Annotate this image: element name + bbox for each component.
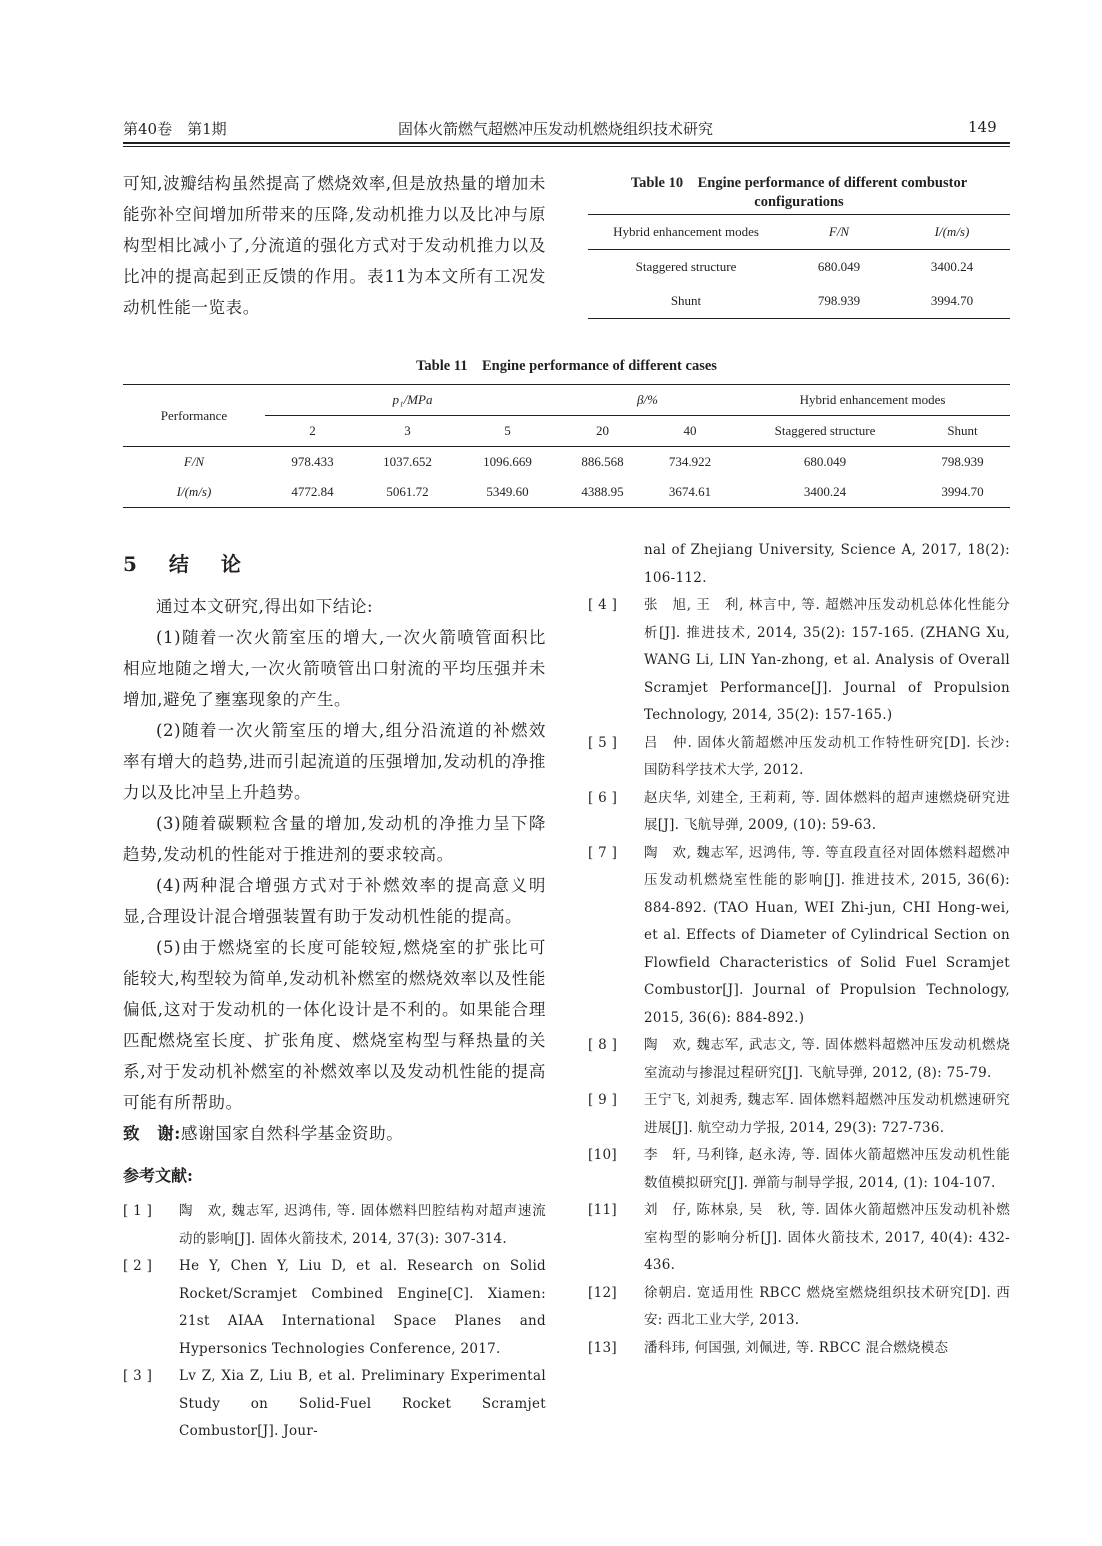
table11-subheader: 20 — [596, 423, 609, 438]
reference-item — [588, 730, 1010, 785]
reference-number: [ 8 ] — [588, 1037, 618, 1053]
reference-text: 张 旭, 王 利, 林言中, 等. 超燃冲压发动机总体化性能分析[J]. 推进技术, 2014, 35(2): 157-165. (ZHANG Xu, WANG Li, LIN Yan-zhong, et al. Analysis of Overall Scramjet Performance[J]. Journal of Propulsion Technology, 2014, 35(2): 157-165.) — [644, 597, 1010, 723]
reference-item — [588, 1280, 1010, 1335]
reference-continuation — [588, 537, 1010, 592]
table-cell: 1037.652 — [383, 454, 432, 469]
reference-text: 吕 仲. 固体火箭超燃冲压发动机工作特性研究[D]. 长沙: 国防科学技术大学, 2012. — [644, 734, 1010, 778]
reference-text: 刘 仔, 陈林泉, 吴 秋, 等. 固体火箭超燃冲压发动机补燃室构型的影响分析[J]. 固体火箭技术, 2017, 40(4): 432-436. — [644, 1202, 1010, 1273]
reference-item — [588, 592, 1010, 730]
reference-number: [13] — [588, 1339, 617, 1356]
table-cell: 5349.60 — [486, 484, 529, 499]
table-cell: 734.922 — [668, 454, 712, 469]
reference-number: [ 9 ] — [588, 1092, 618, 1108]
reference-number: [ 2 ] — [123, 1258, 153, 1274]
reference-item — [588, 785, 1010, 840]
reference-number: [12] — [588, 1284, 617, 1301]
table11-group-beta: β/% — [560, 385, 735, 416]
section-heading: 5 结 论 — [123, 552, 247, 576]
table11-subheader: 5 — [504, 423, 511, 438]
page-number: 149 — [968, 118, 997, 136]
conclusion-paragraph: (2)随着一次火箭室压的增大,组分沿流道的补燃效率有增大的趋势,进而引起流道的压强增加,发动机的净推力以及比冲呈上升趋势。 — [123, 721, 546, 802]
table11-subheader: 3 — [404, 423, 411, 438]
reference-text: 陶 欢, 魏志军, 武志文, 等. 固体燃料超燃冲压发动机燃烧室流动与掺混过程研究[J]. 飞航导弹, 2012, (8): 75-79. — [644, 1037, 1010, 1081]
reference-text: 潘科玮, 何国强, 刘佩进, 等. RBCC 混合燃烧模态 — [644, 1339, 949, 1356]
table-cell: 5061.72 — [386, 484, 429, 499]
reference-text: 徐朝启. 宽适用性 RBCC 燃烧室燃烧组织技术研究[D]. 西安: 西北工业大学, 2013. — [644, 1284, 1010, 1328]
table11-row-header: Performance — [123, 385, 265, 447]
table-cell: 798.939 — [817, 293, 861, 308]
references-heading: 参考文献: — [123, 1166, 193, 1185]
table10-header-modes: Hybrid enhancement modes — [613, 224, 759, 239]
reference-text: He Y, Chen Y, Liu D, et al. Research on Solid Rocket/Scramjet Combined Engine[C]. Xiamen: 21st AIAA International Space Planes and Hypersonics Technologies Conference, 2017. — [179, 1258, 546, 1357]
reference-item — [588, 1142, 1010, 1197]
table-cell: Staggered structure — [635, 259, 737, 274]
table-cell: 3400.24 — [803, 484, 847, 499]
table-cell: 1096.669 — [483, 454, 532, 469]
reference-number: [11] — [588, 1202, 617, 1218]
reference-number: [ 1 ] — [123, 1203, 153, 1219]
table-row — [123, 477, 1010, 508]
table-cell: 4772.84 — [291, 484, 334, 499]
reference-item — [588, 840, 1010, 1033]
table11-subheader: 2 — [309, 423, 316, 438]
table-cell: 680.049 — [803, 454, 847, 469]
table11-caption: Table 11 Engine performance of different cases — [416, 358, 717, 374]
reference-item — [123, 1198, 546, 1253]
intro-paragraph: 可知,波瓣结构虽然提高了燃烧效率,但是放热量的增加未能弥补空间增加所带来的压降,发动机推力以及比冲与原构型相比减小了,分流道的强化方式对于发动机推力以及比冲的提高起到正反馈的作用。表11为本文所有工况发动机性能一览表。 — [123, 174, 546, 317]
table10 — [588, 214, 1010, 319]
reference-text: 陶 欢, 魏志军, 迟鸿伟, 等. 等直段直径对固体燃料超燃冲压发动机燃烧室性能的影响[J]. 推进技术, 2015, 36(6): 884-892. (TAO Huan, WEI Zhi-jun, CHI Hong-wei, et al. Effects of Diameter of Cylindrical Section on Flowfield Characteristics of Solid Fuel Scramjet Combustor[J]. Journal of Propulsion Technology, 2015, 36(6): 884-892.) — [644, 844, 1010, 1026]
conclusion-paragraph: (1)随着一次火箭室压的增大,一次火箭喷管面积比相应地随之增大,一次火箭喷管出口射流的平均压强并未增加,避免了壅塞现象的产生。 — [123, 628, 546, 709]
reference-text: 陶 欢, 魏志军, 迟鸿伟, 等. 固体燃料凹腔结构对超声速流动的影响[J]. 固体火箭技术, 2014, 37(3): 307-314. — [179, 1203, 546, 1247]
left-column — [123, 548, 546, 1446]
reference-number: [ 7 ] — [588, 844, 618, 861]
table11-subheader: 40 — [683, 423, 697, 438]
table-cell: Shunt — [670, 293, 702, 308]
table-row — [588, 284, 1010, 319]
reference-number: [ 4 ] — [588, 597, 618, 613]
table-cell: 3994.70 — [930, 293, 974, 308]
reference-number: [ 6 ] — [588, 789, 618, 806]
table11-subheader: Staggered structure — [774, 423, 876, 438]
table-row — [123, 447, 1010, 478]
reference-text: 李 轩, 马利锋, 赵永涛, 等. 固体火箭超燃冲压发动机性能数值模拟研究[J]. 弹箭与制导学报, 2014, (1): 104-107. — [644, 1147, 1010, 1191]
reference-item — [588, 1335, 1010, 1363]
table11-group-modes: Hybrid enhancement modes — [735, 385, 1010, 416]
reference-item — [588, 1032, 1010, 1087]
table-cell: 680.049 — [817, 259, 861, 274]
reference-item — [123, 1363, 546, 1446]
reference-item — [123, 1253, 546, 1363]
table-cell: 3994.70 — [941, 484, 984, 499]
table10-caption: Table 10 Engine performance of different combustor configurations — [630, 175, 968, 210]
header-title: 固体火箭燃气超燃冲压发动机燃烧组织技术研究 — [398, 120, 714, 138]
table-cell: 886.568 — [581, 454, 624, 469]
table10-header-thrust: F/N — [828, 224, 850, 239]
table-cell: 978.433 — [291, 454, 334, 469]
reference-text: 王宁飞, 刘昶秀, 魏志军. 固体燃料超燃冲压发动机燃速研究进展[J]. 航空动力学报, 2014, 29(3): 727-736. — [644, 1092, 1010, 1136]
ack-text: 感谢国家自然科学基金资助。 — [181, 1124, 404, 1143]
header-rule-thin — [123, 146, 1010, 147]
reference-text: nal of Zhejiang University, Science A, 2017, 18(2): 106-112. — [644, 542, 1010, 586]
reference-text: Lv Z, Xia Z, Liu B, et al. Preliminary Experimental Study on Solid-Fuel Rocket Scramjet Combustor[J]. Jour- — [179, 1368, 546, 1439]
table11-group-pressure: p₁/MPa — [265, 385, 560, 416]
acknowledgement — [123, 1118, 546, 1149]
header-rule — [123, 142, 1010, 144]
reference-item — [588, 1087, 1010, 1142]
table-row-label: I/(m/s) — [176, 484, 212, 499]
table10-header-impulse: I/(m/s) — [934, 224, 970, 239]
conclusion-paragraph: 通过本文研究,得出如下结论: — [156, 597, 374, 616]
table-cell: 3674.61 — [668, 484, 712, 499]
conclusion-paragraph: (4)两种混合增强方式对于补燃效率的提高意义明显,合理设计混合增强装置有助于发动机性能的提高。 — [123, 876, 546, 926]
table-cell: 3400.24 — [930, 259, 974, 274]
header-volume: 第40卷 第1期 — [123, 120, 227, 138]
reference-item — [588, 1197, 1010, 1280]
reference-text: 赵庆华, 刘建全, 王莉莉, 等. 固体燃料的超声速燃烧研究进展[J]. 飞航导弹, 2009, (10): 59-63. — [644, 789, 1010, 833]
table-cell: 4388.95 — [581, 484, 624, 499]
reference-number: [ 5 ] — [588, 734, 618, 751]
table-row — [588, 250, 1010, 285]
table11 — [123, 384, 1010, 508]
conclusion-paragraph: (5)由于燃烧室的长度可能较短,燃烧室的扩张比可能较大,构型较为简单,发动机补燃室的燃烧效率以及性能偏低,这对于发动机的一体化设计是不利的。如果能合理匹配燃烧室长度、扩张角度、燃烧室构型与释热量的关系,对于发动机补燃室的补燃效率以及发动机性能的提高可能有所帮助。 — [123, 938, 546, 1112]
conclusion-paragraph: (3)随着碳颗粒含量的增加,发动机的净推力呈下降趋势,发动机的性能对于推进剂的要求较高。 — [123, 814, 546, 864]
table-cell: 798.939 — [941, 454, 984, 469]
ack-label: 致 谢: — [123, 1124, 181, 1143]
table11-subheader: Shunt — [947, 423, 978, 438]
table-row-label: F/N — [183, 454, 205, 469]
reference-number: [ 3 ] — [123, 1368, 153, 1384]
right-column — [588, 537, 1010, 1362]
reference-number: [10] — [588, 1147, 617, 1163]
